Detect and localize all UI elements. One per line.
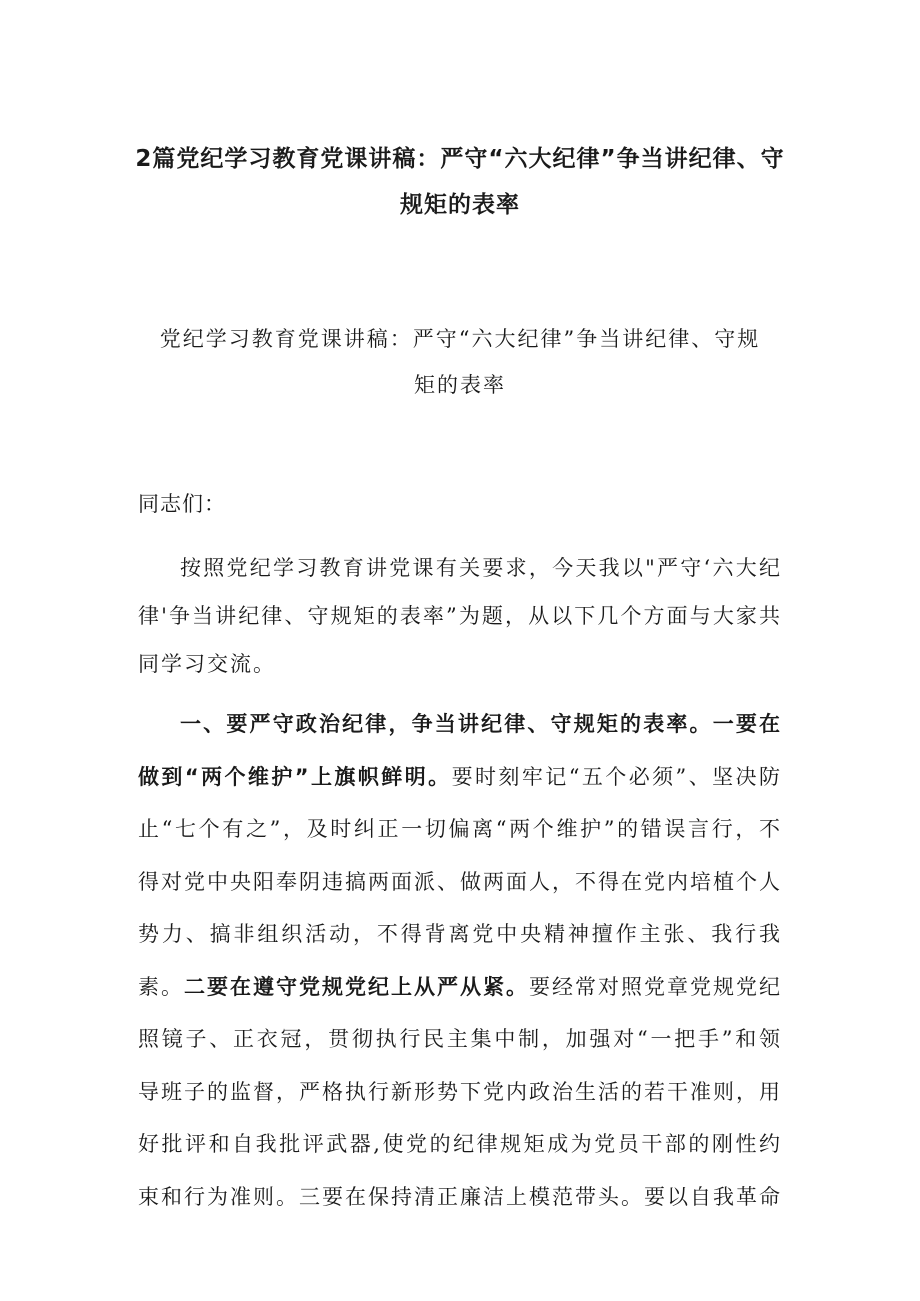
speech-subtitle: 党纪学习教育党课讲稿：严守“六大纪律”争当讲纪律、守规矩的表率 bbox=[159, 327, 761, 397]
salutation: 同志们： bbox=[138, 492, 226, 516]
point-one-heading: 一要在做到“两个维护”上旗帜鲜明。 bbox=[138, 712, 783, 789]
section-one-paragraph bbox=[138, 698, 782, 1223]
point-three-text: 三要在保持清正廉洁上模范带头。要以自我革命 bbox=[299, 1184, 782, 1209]
point-two-heading: 二要在遵守党规党纪上从严从紧。 bbox=[184, 974, 529, 999]
point-two-body: 要经常对照党章党规党纪照镜子、正衣冠，贯彻执行民主集中制，加强对“一把手”和领导班子的监督，严格执行新形势下党内政治生活的若干准则，用好批评和自我批评武器,使党的纪律规矩成为党员干部的刚性约束和行为准则。 bbox=[138, 974, 782, 1209]
document-title: 2篇党纪学习教育党课讲稿：严守“六大纪律”争当讲纪律、守规矩的表率 bbox=[135, 146, 785, 218]
point-one-body: 要时刻牢记“五个必须”、坚决防止“七个有之”，及时纠正一切偏离“两个维护”的错误言行，不得对党中央阳奉阴违搞两面派、做两面人，不得在党内培植个人势力、搞非组织活动，不得背离党中央精神擅作主张、我行我素。 bbox=[138, 764, 782, 999]
section-one-heading: 一、要严守政治纪律，争当讲纪律、守规矩的表率。 bbox=[180, 712, 713, 736]
intro-paragraph: 按照党纪学习教育讲党课有关要求，今天我以"严守‘六大纪律'争当讲纪律、守规矩的表率”为题，从以下几个方面与大家共同学习交流。 bbox=[138, 556, 782, 676]
